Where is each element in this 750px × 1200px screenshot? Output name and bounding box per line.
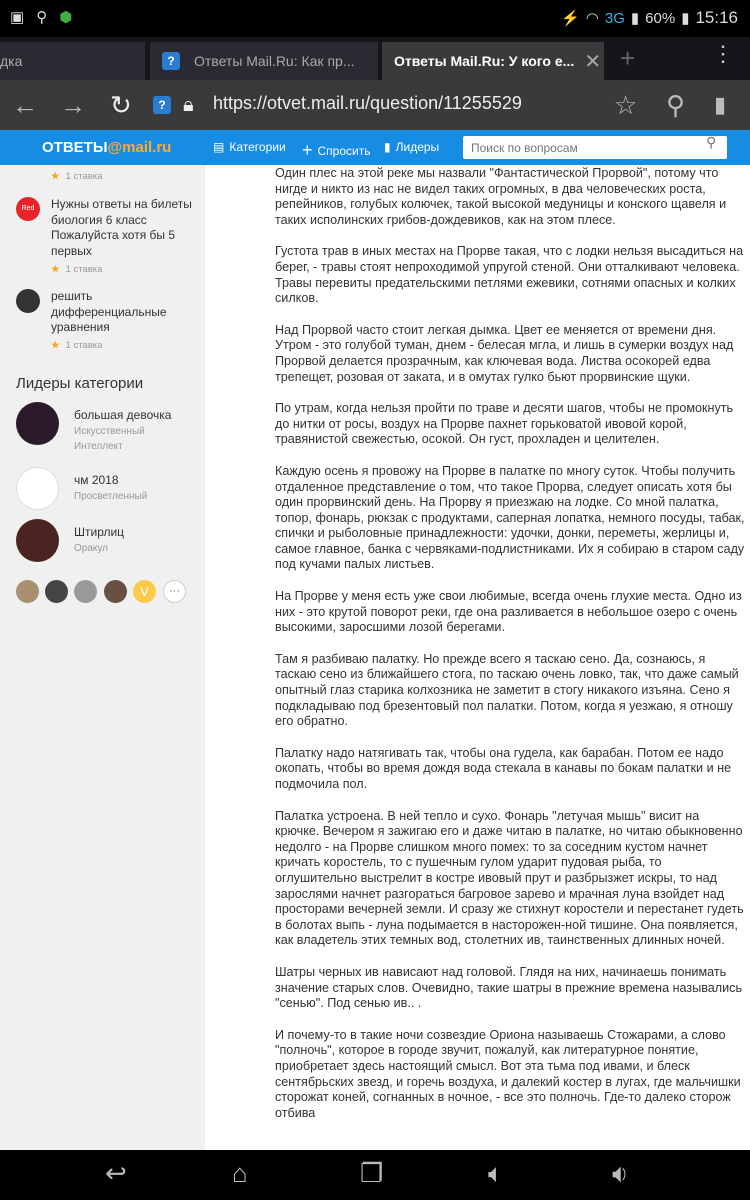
shield-icon: ⬢ bbox=[59, 9, 73, 26]
avatar: Red bbox=[16, 197, 40, 221]
new-tab-icon[interactable]: + bbox=[620, 43, 636, 73]
image-icon: ▣ bbox=[10, 9, 25, 26]
paragraph: Один плес на этой реке мы назвали "Фантастической Прорвой", потому что нигде и никто из нас не видел таких огромных, в два человеческих роста, репейников, голубых колючек, такой высокой медуницы и конского щавеля и таких исполинских грибов-дождевиков, как на этом плесе. bbox=[275, 166, 727, 227]
tab-1[interactable] bbox=[0, 42, 145, 80]
bets-count: ★ 1 ставка bbox=[51, 171, 103, 182]
tab-title: дка bbox=[0, 53, 23, 69]
paragraph: Густота трав в иных местах на Прорве такая, что с лодки нельзя высадиться на берег, - травы стоят непроходимой упругой стеной. Они отталкивают человека. Травы перевиты предательскими петлями ежевики, сотнями опасных и колких силков. bbox=[275, 244, 744, 306]
battery-level: 60% bbox=[645, 9, 676, 27]
avatar[interactable] bbox=[74, 580, 97, 603]
tab-title: Ответы Mail.Ru: Как пр... bbox=[194, 53, 355, 69]
recent-apps-icon[interactable]: ❐ bbox=[360, 1158, 384, 1188]
list-icon: ▤ bbox=[213, 140, 225, 154]
paragraph: Там я разбиваю палатку. Но прежде всего я таскаю сено. Да, сознаюсь, я таскаю сено из ближайшего стога, по таскаю очень ловко, так, что даже самый опытный глаз старика колхозника не заметит в стогу никакого изъяна. Сено я подкладываю под брезентовый пол палатки. Потом, когда я уезжаю, я отношу его обратно. bbox=[275, 651, 739, 729]
clock: 15:16 bbox=[695, 8, 738, 27]
paragraph: Каждую осень я провожу на Прорве в палатке по многу суток. Чтобы получить отдаленное представление о том, что такое Прорва, следует описать хотя бы один прорвинский день. На Прорву я приезжаю на лодке. Со мной палатка, топор, фонарь, рюкзак с продуктами, саперная лопатка, немного посуды, табак, спички и рыболовные принадлежности: удочки, донки, переметы, жерлицы и, самое главное, банка с червяками-подлистниками. Их я собираю в старом саду под кучами палых листьев. bbox=[275, 463, 745, 572]
back-icon[interactable]: ← bbox=[12, 90, 38, 120]
paragraph: И почему-то в такие ночи созвездие Ориона называешь Стожарами, а слово "полночь", которое в городе звучит, пожалуй, как литературное понятие, приобретает здесь настоящий смысл. Вот эта тьма под ивами, и блеск сентябрьских звезд, и горечь воздуха, и далекий костер в лугах, где мальчишки сторожат коней, согнанных в ночное, - все это полночь. Где-то далеко сторож отбива bbox=[275, 1027, 741, 1120]
tab-3-active[interactable] bbox=[382, 42, 604, 80]
url-field[interactable]: https://otvet.mail.ru/question/11255529 bbox=[213, 93, 522, 113]
logo[interactable]: ОТВЕТЫ@mail.ru bbox=[42, 139, 172, 156]
mute-icon: ⚡ bbox=[561, 10, 580, 27]
back-icon[interactable]: ↩ bbox=[105, 1158, 127, 1188]
wifi-icon: ◠ bbox=[585, 10, 599, 27]
leader-name: большая девочка bbox=[74, 408, 172, 422]
more-button[interactable]: ··· bbox=[163, 580, 186, 603]
paragraph: Над Прорвой часто стоит легкая дымка. Цвет ее меняется от времени дня. Утром - это голубой туман, днем - белесая мгла, и лишь в сумерки воздух над Прорвой делается прозрачным, как ключевая вода. Листва осокорей едва трепещет, розовая от заката, и в омутах гулко бьют прорвинские щуки. bbox=[275, 322, 734, 384]
leader-rank: Оракул bbox=[74, 543, 109, 554]
star-icon: ★ bbox=[51, 264, 60, 275]
site-header bbox=[0, 130, 750, 165]
paragraph: Палатка устроена. В ней тепло и сухо. Фонарь "летучая мышь" висит на крючке. Вечером я зажигаю его и даже читаю в палатке, но читаю обыкновенно недолго - на Прорве слишком много помех: то за соседним кустом начнет кричать коростель, то с пушечным гулом ударит пудовая рыба, то оглушительно выстрелит в костре ивовый прут и разбрызжет искры, то над зарослями начнет разгораться багровое зарево и мрачная луна взойдет над просторами вечерней земли. И сразу же стихнут коростели и перестанет гудеть в болотах выпь - луна подымается в насторожен-ной тишине. Она появляется, как владетель этих темных вод, столетних ив, таинственных длинных ночей. bbox=[275, 808, 744, 948]
signal-icon: ▮ bbox=[630, 10, 640, 27]
tab-2[interactable] bbox=[150, 42, 378, 80]
nav-categories[interactable]: ▤ Категории bbox=[213, 140, 286, 154]
nav-ask[interactable]: + Спросить bbox=[302, 140, 371, 160]
volume-up-icon[interactable]: 🔉︎ bbox=[612, 1158, 629, 1188]
paragraph: Палатку надо натягивать так, чтобы она гудела, как барабан. Потом ее надо окопать, чтобы во время дождя вода стекала в канавы по бокам палатки и не подмочила пол. bbox=[275, 745, 732, 791]
leader-name: Штирлиц bbox=[74, 525, 125, 539]
bookmark-icon[interactable]: ▮ bbox=[714, 92, 727, 117]
star-icon[interactable]: ☆ bbox=[614, 90, 638, 120]
navigation-bar bbox=[0, 1150, 750, 1200]
paragraph: Шатры черных ив нависают над головой. Глядя на них, начинаешь понимать значение старых слов. Очевидно, такие шатры в прежние времена назывались "сенью". Под сенью ив.. . bbox=[275, 964, 743, 1011]
bets-count: ★ 1 ставка bbox=[51, 264, 103, 275]
menu-icon[interactable]: ⋮ bbox=[712, 41, 734, 66]
volume-down-icon[interactable]: 🔈︎ bbox=[488, 1158, 504, 1188]
battery-icon: ▮ bbox=[681, 10, 690, 27]
leaders-heading: Лидеры категории bbox=[16, 375, 144, 392]
forward-icon[interactable]: → bbox=[60, 90, 86, 120]
avatar bbox=[16, 402, 59, 445]
avatar[interactable] bbox=[45, 580, 68, 603]
star-icon: ★ bbox=[51, 171, 60, 182]
paragraph: По утрам, когда нельзя пройти по траве и десяти шагов, чтобы не промокнуть до нитки от росы, воздух на Прорве пахнет горьковатой ивовой корой, травянистой свежестью, осокой. Он густ, прохладен и целителен. bbox=[275, 401, 734, 447]
search-icon: ⚲ bbox=[36, 9, 48, 26]
avatar bbox=[16, 467, 59, 510]
favicon-icon: ? bbox=[162, 52, 180, 70]
search-input[interactable] bbox=[463, 136, 727, 159]
avatar bbox=[16, 289, 40, 313]
answer-content bbox=[205, 165, 750, 1150]
bets-count: ★ 1 ставка bbox=[51, 340, 103, 351]
reload-icon[interactable]: ↻ bbox=[110, 90, 132, 120]
tab-title: Ответы Mail.Ru: У кого е... bbox=[394, 53, 575, 69]
search-icon[interactable]: ⚲ bbox=[666, 90, 686, 120]
status-bar bbox=[0, 0, 750, 37]
network-type: 3G bbox=[604, 9, 625, 27]
question-title: Нужны ответы на билеты биология 6 класс Пожалуйста хотя бы 5 первых bbox=[51, 197, 192, 258]
tab-bar bbox=[0, 37, 750, 80]
leader-name: чм 2018 bbox=[74, 473, 119, 487]
sidebar bbox=[0, 165, 205, 1150]
address-bar bbox=[0, 80, 750, 130]
search-icon[interactable]: ⚲ bbox=[706, 134, 717, 150]
question-title: решить дифференциальные уравнения bbox=[51, 289, 167, 334]
avatar bbox=[16, 519, 59, 562]
avatar[interactable] bbox=[16, 580, 39, 603]
leader-rank: Искусственный Интеллект bbox=[74, 426, 145, 452]
avatar[interactable]: V bbox=[133, 580, 156, 603]
lock-icon: 🔒︎ bbox=[183, 94, 194, 116]
paragraph: На Прорве у меня есть уже свои любимые, всегда очень глухие места. Одно из них - это крутой поворот реки, где она разливается в небольшое озеро с очень высокими, заросшими лозой берегами. bbox=[275, 589, 742, 635]
favicon-icon: ? bbox=[153, 96, 171, 114]
avatar[interactable] bbox=[104, 580, 127, 603]
plus-icon: + bbox=[302, 140, 313, 160]
close-tab-icon[interactable]: ✕ bbox=[584, 50, 602, 73]
leader-rank: Просветленный bbox=[74, 491, 148, 502]
nav-leaders[interactable]: ▮ Лидеры bbox=[384, 140, 440, 154]
home-icon[interactable]: ⌂ bbox=[232, 1158, 248, 1188]
star-icon: ★ bbox=[51, 340, 60, 351]
bar-chart-icon: ▮ bbox=[384, 140, 391, 154]
answer-text bbox=[275, 166, 745, 1137]
